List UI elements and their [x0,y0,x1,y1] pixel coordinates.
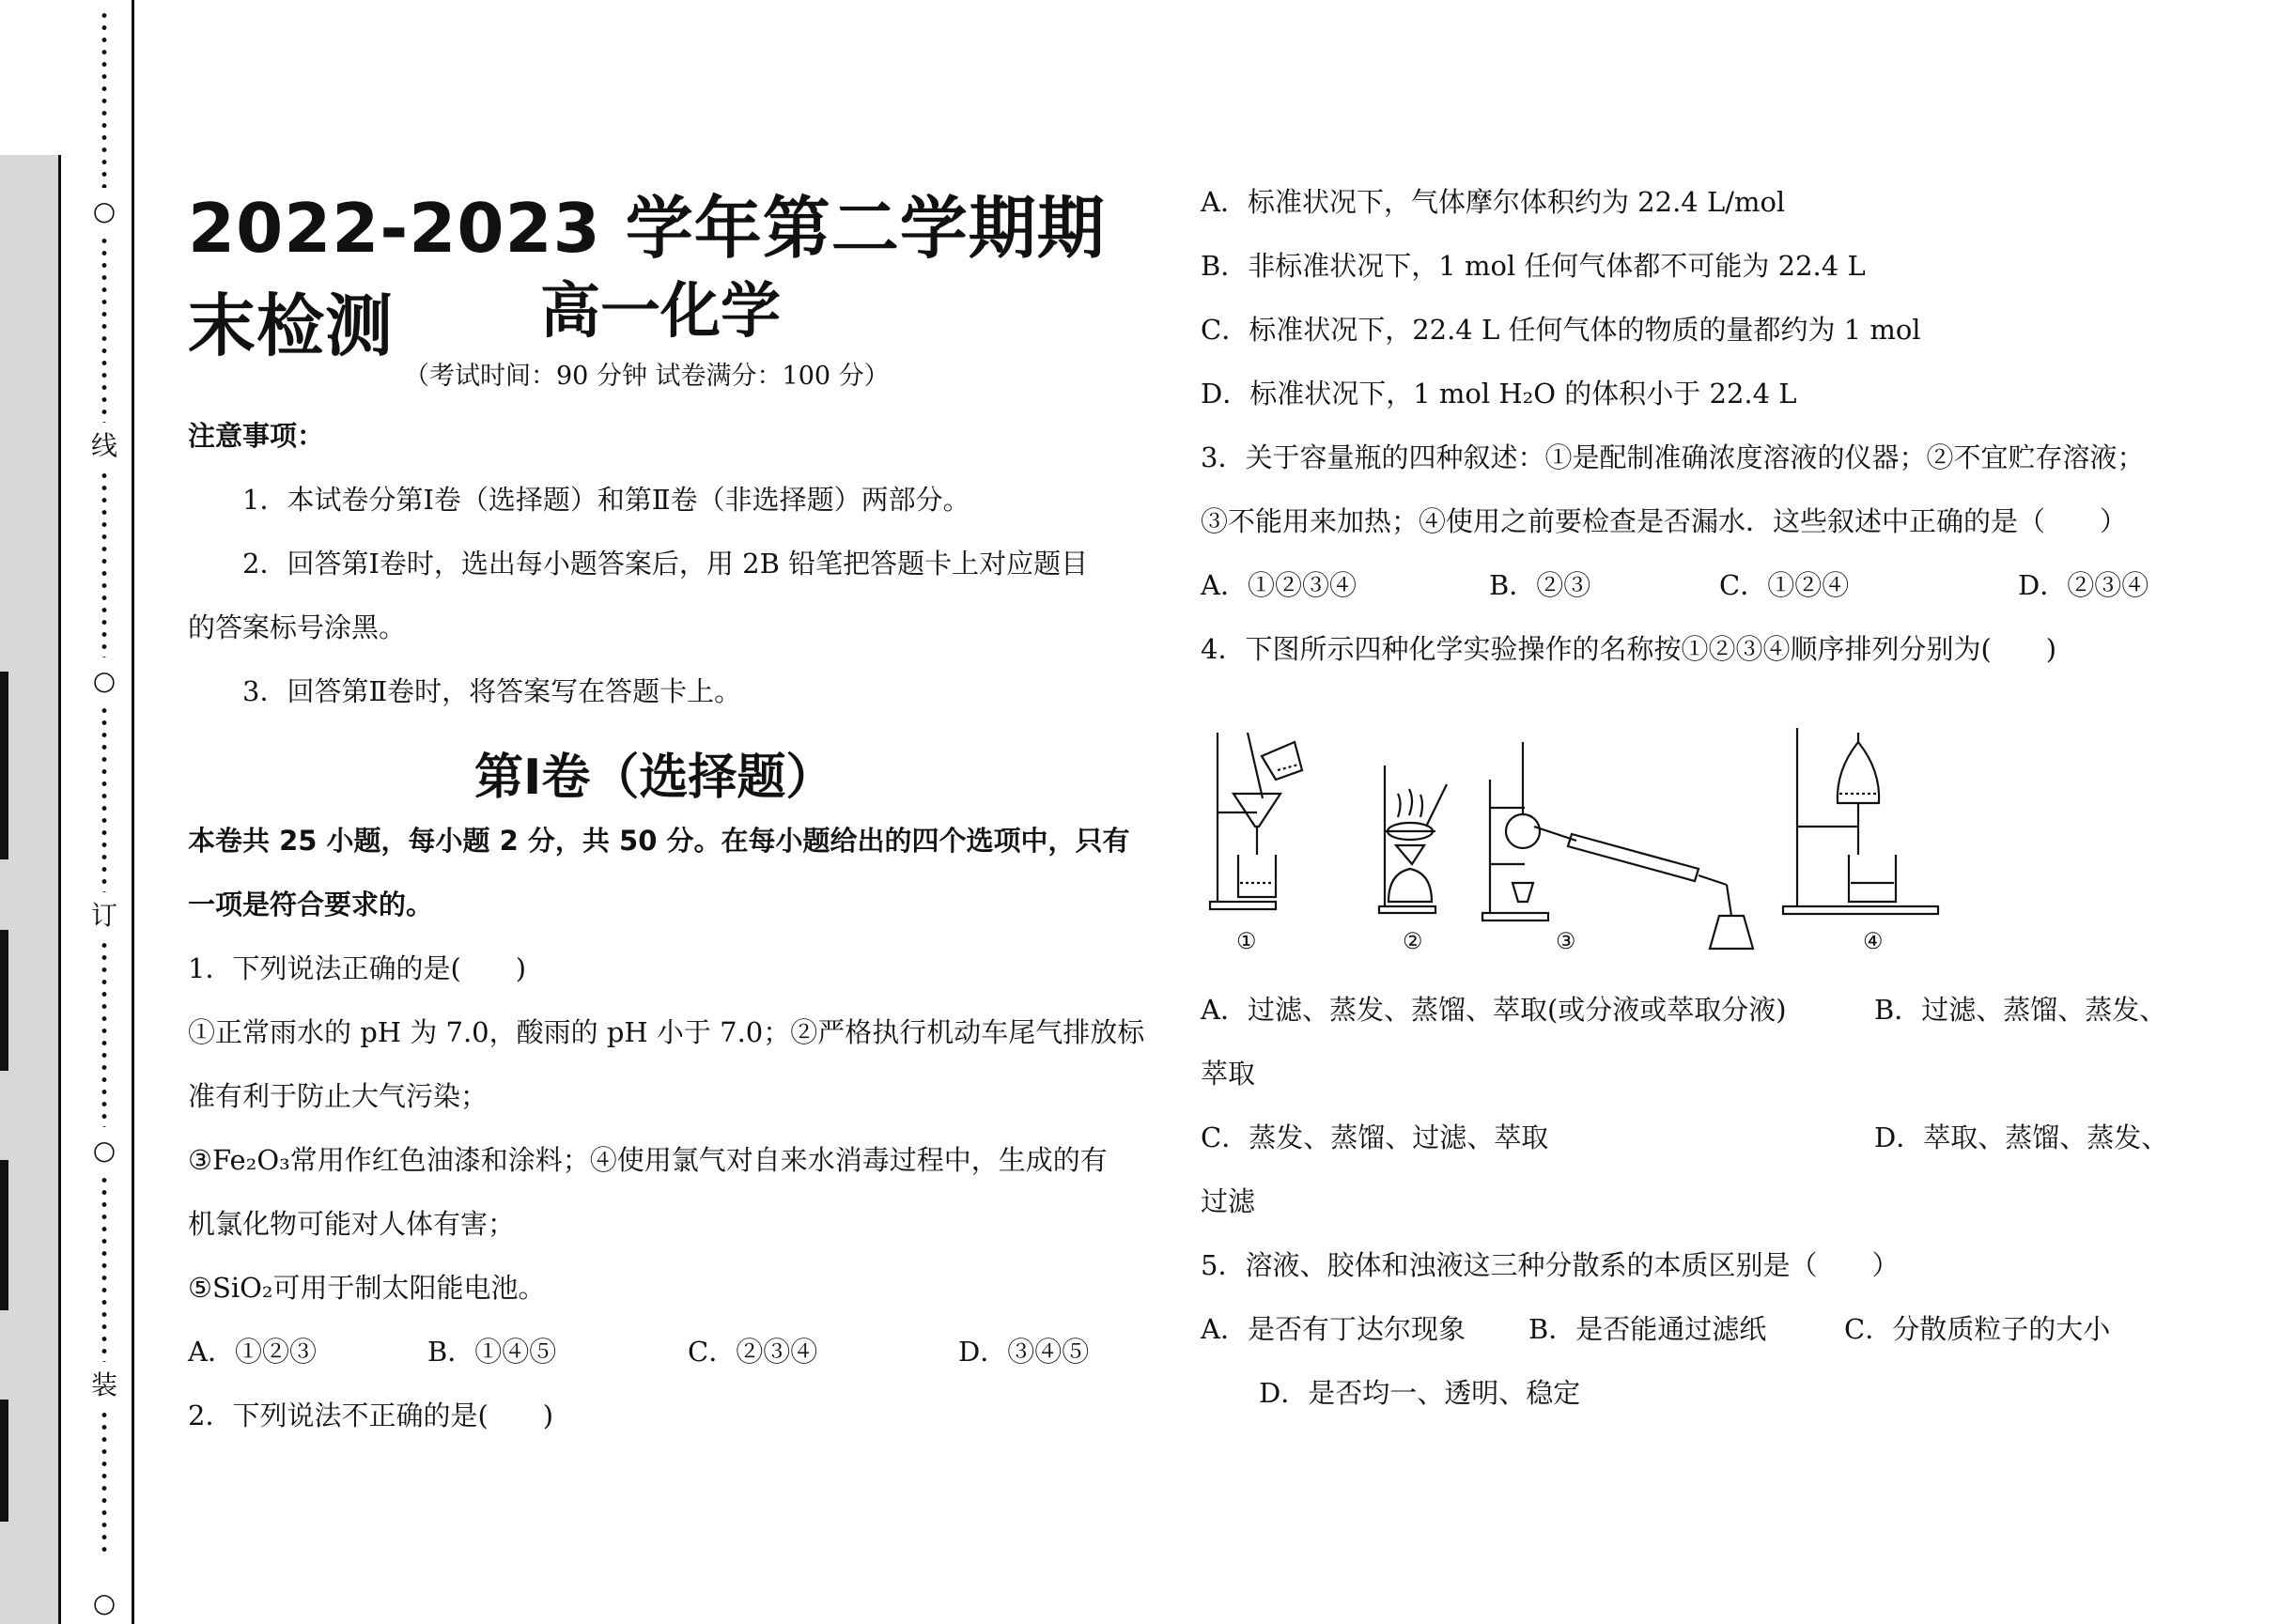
section-description: 本卷共 25 小题，每小题 2 分，共 50 分。在每小题给出的四个选项中，只有 [188,825,1130,857]
binding-label-line: 线 [90,430,117,461]
question-4-option-d-cont: 过滤 [1201,1185,1256,1217]
question-3-line: ③不能用来加热；④使用之前要检查是否漏水．这些叙述中正确的是（ ） [1201,505,2128,537]
question-4-stem: 4．下图所示四种化学实验操作的名称按①②③④顺序排列分别为( ) [1201,633,2057,665]
lab-apparatus-figure [1201,714,1971,958]
question-1-option-c: C．②③④ [688,1336,818,1368]
exam-info: （考试时间：90 分钟 试卷满分：100 分） [404,362,890,391]
distillation-apparatus [1482,742,1753,949]
question-4-option-d: D．萃取、蒸馏、蒸发、 [1874,1121,2169,1153]
question-4-option-a: A．过滤、蒸发、蒸馏、萃取(或分液或萃取分液) [1201,994,1787,1026]
question-4-option-c: C．蒸发、蒸馏、过滤、萃取 [1201,1121,1549,1153]
question-2-option-d: D．标准状况下，1 mol H₂O 的体积小于 22.4 L [1201,378,1797,410]
margin-ticks [0,0,9,1624]
question-1-line: 准有利于防止大气污染； [188,1080,489,1112]
notice-item: 1．本试卷分第Ⅰ卷（选择题）和第Ⅱ卷（非选择题）两部分。 [242,484,970,516]
binding-circle: ○ [92,665,116,696]
notice-item: 3．回答第Ⅱ卷时，将答案写在答题卡上。 [242,675,742,707]
question-1-option-a: A．①②③ [188,1336,317,1368]
question-4-option-b-cont: 萃取 [1201,1058,1256,1090]
question-3-option-a: A．①②③④ [1201,569,1357,601]
notice-heading: 注意事项： [188,420,325,452]
question-3-option-c: C．①②④ [1719,569,1850,601]
gutter-border [58,155,61,1624]
figure-label-1: ① [1236,928,1257,954]
binding-line [132,0,134,1624]
exam-subtitle: 高一化学 [540,277,781,347]
binding-label-order: 订 [90,900,117,931]
notice-item: 2．回答第Ⅰ卷时，选出每小题答案后，用 2B 铅笔把答题卡上对应题目 [242,548,1089,580]
question-2-option-c: C．标准状况下，22.4 L 任何气体的物质的量都约为 1 mol [1201,314,1921,346]
question-1-line: 机氯化物可能对人体有害； [188,1208,516,1240]
exam-title: 2022-2023 学年第二学期期末检测 [188,189,1106,365]
question-1-stem: 1．下列说法正确的是( ) [188,952,527,984]
figure-label-4: ④ [1863,928,1884,954]
binding-label-bind: 装 [90,1369,117,1400]
question-5-option-c: C．分散质粒子的大小 [1844,1313,2111,1345]
binding-circle: ○ [92,1587,116,1618]
question-1-line: ①正常雨水的 pH 为 7.0，酸雨的 pH 小于 7.0；②严格执行机动车尾气排放标 [188,1016,1145,1048]
question-1-option-d: D．③④⑤ [958,1336,1090,1368]
notice-item: 的答案标号涂黑。 [188,611,407,643]
binding-circle: ○ [92,195,116,226]
binding-circle: ○ [92,1135,116,1166]
question-5-stem: 5．溶液、胶体和浊液这三种分散系的本质区别是（ ） [1201,1249,1900,1281]
evaporation-apparatus [1379,766,1447,913]
question-2-option-b: B．非标准状况下，1 mol 任何气体都不可能为 22.4 L [1201,250,1866,282]
binding-dotted-line [90,0,117,1624]
figure-label-2: ② [1403,928,1423,954]
section-title: 第Ⅰ卷（选择题） [474,750,835,806]
question-5-option-a: A．是否有丁达尔现象 [1201,1313,1466,1345]
question-3-option-b: B．②③ [1489,569,1591,601]
question-2-stem: 2．下列说法不正确的是( ) [188,1400,554,1431]
question-5-option-b: B．是否能通过滤纸 [1528,1313,1767,1345]
question-2-option-a: A．标准状况下，气体摩尔体积约为 22.4 L/mol [1201,186,1786,218]
section-description: 一项是符合要求的。 [188,889,434,920]
question-3-line: 3．关于容量瓶的四种叙述：①是配制准确浓度溶液的仪器；②不宜贮存溶液； [1201,441,2145,473]
question-4-option-b: B．过滤、蒸馏、蒸发、 [1874,994,2167,1026]
separatory-funnel-apparatus [1783,728,1938,914]
question-5-option-d: D．是否均一、透明、稳定 [1259,1377,1581,1409]
question-1-option-b: B．①④⑤ [427,1336,557,1368]
figure-label-3: ③ [1556,928,1576,954]
question-1-line: ⑤SiO₂可用于制太阳能电池。 [188,1272,546,1304]
question-1-line: ③Fe₂O₃常用作红色油漆和涂料；④使用氯气对自来水消毒过程中，生成的有 [188,1144,1108,1176]
filtration-apparatus [1210,733,1302,909]
question-3-option-d: D．②③④ [2018,569,2149,601]
